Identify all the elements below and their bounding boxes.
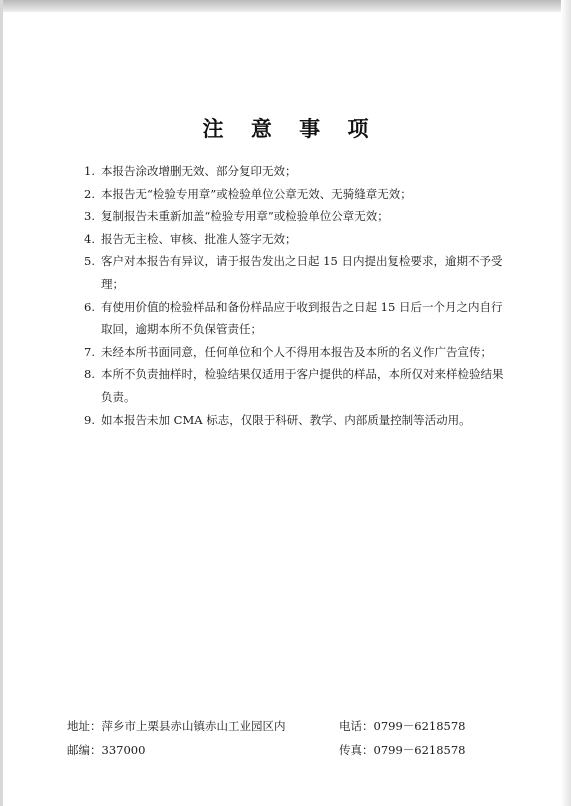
scan-edge-top	[0, 0, 571, 12]
note-text: 本报告涂改增删无效、部分复印无效；	[101, 164, 297, 178]
page-title: 注 意 事 项	[202, 116, 379, 141]
note-text: 本所不负责抽样时，检验结果仅适用于客户提供的样品，本所仅对来样检验结果负责。	[101, 367, 504, 404]
list-item	[70, 250, 510, 295]
note-text: 复制报告未重新加盖“检验专用章”或检验单位公章无效；	[101, 209, 389, 224]
list-item	[70, 296, 510, 341]
note-number: 8.	[84, 367, 95, 382]
note-number: 6.	[84, 299, 95, 314]
phone: 电话：0799－6218578	[339, 719, 466, 733]
fax: 传真：0799－6218578	[339, 743, 466, 757]
note-number: 3.	[84, 209, 95, 224]
note-text: 如本报告未加 CMA 标志，仅限于科研、教学、内部质量控制等活动用。	[101, 412, 471, 427]
footer-row-postal	[67, 742, 487, 758]
note-number: 7.	[84, 344, 95, 359]
list-item	[70, 160, 510, 183]
address: 地址：萍乡市上栗县赤山镇赤山工业园区内	[67, 719, 286, 733]
note-number: 5.	[84, 254, 95, 269]
list-item	[70, 183, 510, 206]
note-number: 9.	[84, 412, 95, 427]
list-item	[70, 205, 510, 228]
notes-list	[70, 160, 510, 431]
note-text: 未经本所书面同意，任何单位和个人不得用本报告及本所的名义作广告宣传；	[101, 344, 492, 359]
note-text: 本报告无“检验专用章”或检验单位公章无效、无骑缝章无效；	[101, 186, 412, 201]
list-item	[70, 228, 510, 251]
note-text: 报告无主检、审核、批准人签字无效；	[101, 231, 297, 246]
list-item	[70, 341, 510, 364]
note-number: 1.	[84, 164, 95, 178]
postcode: 邮编：337000	[67, 743, 146, 757]
footer-row-contact	[67, 718, 487, 734]
note-text: 有使用价值的检验样品和备份样品应于收到报告之日起 15 日后一个月之内自行取回，逾期本所不负保管责任；	[101, 299, 503, 337]
note-number: 4.	[84, 231, 95, 246]
note-text: 客户对本报告有异议，请于报告发出之日起 15 日内提出复检要求，逾期不予受理；	[101, 254, 503, 291]
list-item	[70, 363, 510, 408]
note-number: 2.	[84, 186, 95, 201]
list-item	[70, 409, 510, 432]
